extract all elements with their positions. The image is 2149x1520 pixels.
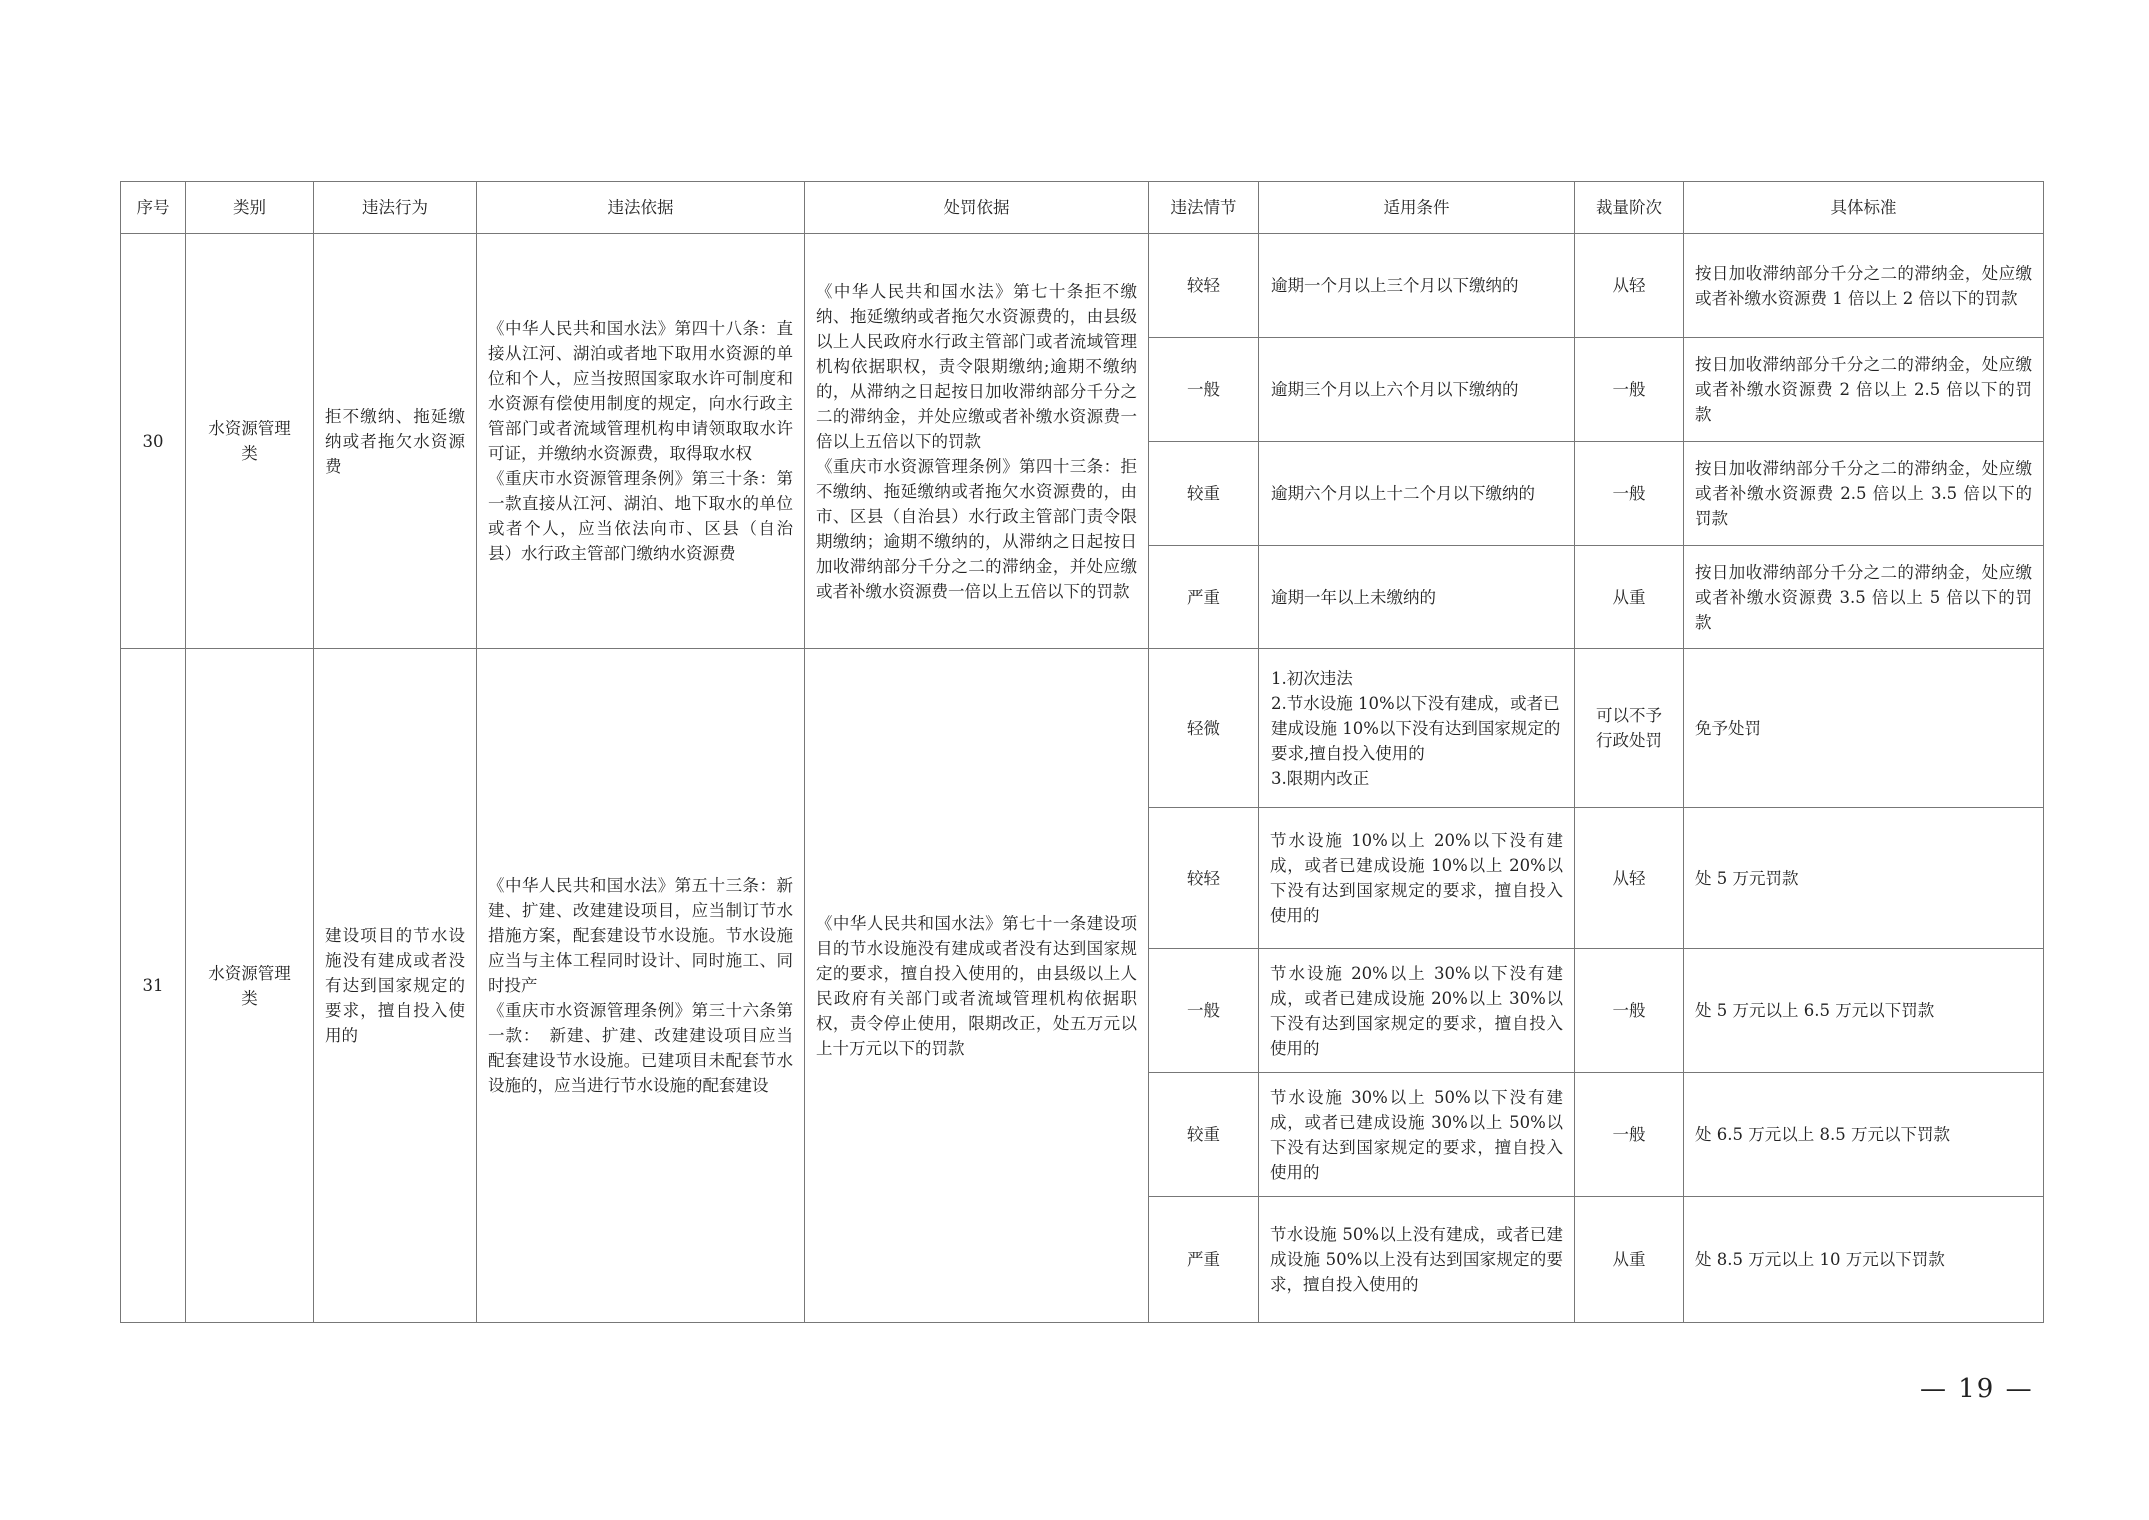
standard-cell: 免予处罚 — [1684, 649, 2044, 808]
condition-cell: 节水设施 30%以上 50%以下没有建成，或者已建成设施 30%以上 50%以下没有达到国家规定的要求，擅自投入使用的 — [1259, 1073, 1575, 1197]
header-row — [121, 182, 2044, 234]
header-category: 类别 — [186, 182, 314, 234]
header-severity: 违法情节 — [1149, 182, 1259, 234]
condition-cell: 节水设施 20%以上 30%以下没有建成，或者已建成设施 20%以上 30%以下没有达到国家规定的要求，擅自投入使用的 — [1259, 949, 1575, 1073]
tier-cell: 可以不予行政处罚 — [1575, 649, 1684, 808]
penalty-standards-table — [120, 181, 2044, 1323]
standard-cell: 处 8.5 万元以上 10 万元以下罚款 — [1684, 1197, 2044, 1323]
tier-cell: 从轻 — [1575, 234, 1684, 338]
row-category: 水资源管理类 — [186, 234, 314, 649]
tier-cell: 一般 — [1575, 442, 1684, 546]
condition-cell: 逾期一年以上未缴纳的 — [1259, 546, 1575, 649]
table-row — [121, 649, 2044, 808]
severity-cell: 严重 — [1149, 546, 1259, 649]
tier-cell: 一般 — [1575, 949, 1684, 1073]
severity-cell: 一般 — [1149, 338, 1259, 442]
tier-cell: 从重 — [1575, 1197, 1684, 1323]
severity-cell: 较轻 — [1149, 808, 1259, 949]
severity-cell: 较重 — [1149, 442, 1259, 546]
severity-cell: 一般 — [1149, 949, 1259, 1073]
header-basis: 违法依据 — [477, 182, 805, 234]
standard-cell: 处 6.5 万元以上 8.5 万元以下罚款 — [1684, 1073, 2044, 1197]
header-tier: 裁量阶次 — [1575, 182, 1684, 234]
row-penalty: 《中华人民共和国水法》第七十一条建设项目的节水设施没有建成或者没有达到国家规定的要求，擅自投入使用的，由县级以上人民政府有关部门或者流域管理机构依据职权，责令停止使用，限期改正，处五万元以上十万元以下的罚款 — [805, 649, 1149, 1323]
condition-cell: 逾期六个月以上十二个月以下缴纳的 — [1259, 442, 1575, 546]
tier-cell: 一般 — [1575, 338, 1684, 442]
row-behavior: 建设项目的节水设施没有建成或者没有达到国家规定的要求，擅自投入使用的 — [314, 649, 477, 1323]
condition-cell: 节水设施 50%以上没有建成，或者已建成设施 50%以上没有达到国家规定的要求，擅自投入使用的 — [1259, 1197, 1575, 1323]
page-number: — 19 — — [1920, 1374, 2034, 1404]
standard-cell: 按日加收滞纳部分千分之二的滞纳金，处应缴或者补缴水资源费 1 倍以上 2 倍以下的罚款 — [1684, 234, 2044, 338]
tier-cell: 从重 — [1575, 546, 1684, 649]
tier-cell: 从轻 — [1575, 808, 1684, 949]
header-behavior: 违法行为 — [314, 182, 477, 234]
severity-cell: 严重 — [1149, 1197, 1259, 1323]
table-row — [121, 234, 2044, 338]
header-condition: 适用条件 — [1259, 182, 1575, 234]
standard-cell: 按日加收滞纳部分千分之二的滞纳金，处应缴或者补缴水资源费 2.5 倍以上 3.5 倍以下的罚款 — [1684, 442, 2044, 546]
standard-cell: 处 5 万元罚款 — [1684, 808, 2044, 949]
header-standard: 具体标准 — [1684, 182, 2044, 234]
condition-cell: 逾期三个月以上六个月以下缴纳的 — [1259, 338, 1575, 442]
row-basis: 《中华人民共和国水法》第四十八条：直接从江河、湖泊或者地下取用水资源的单位和个人，应当按照国家取水许可制度和水资源有偿使用制度的规定，向水行政主管部门或者流域管理机构申请领取取水许可证，并缴纳水资源费，取得取水权 《重庆市水资源管理条例》第三十条：第一款直接从江河、湖泊、地下取水的单位或者个人，应当依法向市、区县（自治县）水行政主管部门缴纳水资源费 — [477, 234, 805, 649]
row-penalty: 《中华人民共和国水法》第七十条拒不缴纳、拖延缴纳或者拖欠水资源费的，由县级以上人民政府水行政主管部门或者流域管理机构依据职权，责令限期缴纳;逾期不缴纳的，从滞纳之日起按日加收滞纳部分千分之二的滞纳金，并处应缴或者补缴水资源费一倍以上五倍以下的罚款 《重庆市水资源管理条例》第四十三条：拒不缴纳、拖延缴纳或者拖欠水资源费的，由市、区县（自治县）水行政主管部门责令限期缴纳；逾期不缴纳的，从滞纳之日起按日加收滞纳部分千分之二的滞纳金，并处应缴或者补缴水资源费一倍以上五倍以下的罚款 — [805, 234, 1149, 649]
standard-cell: 按日加收滞纳部分千分之二的滞纳金，处应缴或者补缴水资源费 3.5 倍以上 5 倍以下的罚款 — [1684, 546, 2044, 649]
row-basis: 《中华人民共和国水法》第五十三条：新建、扩建、改建建设项目，应当制订节水措施方案，配套建设节水设施。节水设施应当与主体工程同时设计、同时施工、同时投产 《重庆市水资源管理条例》第三十六条第一款： 新建、扩建、改建建设项目应当配套建设节水设施。已建项目未配套节水设施的，应当进行节水设施的配套建设 — [477, 649, 805, 1323]
condition-cell: 节水设施 10%以上 20%以下没有建成，或者已建成设施 10%以上 20%以下没有达到国家规定的要求，擅自投入使用的 — [1259, 808, 1575, 949]
row-behavior: 拒不缴纳、拖延缴纳或者拖欠水资源费 — [314, 234, 477, 649]
row-category: 水资源管理类 — [186, 649, 314, 1323]
header-penalty: 处罚依据 — [805, 182, 1149, 234]
condition-cell: 1.初次违法 2.节水设施 10%以下没有建成，或者已建成设施 10%以下没有达到国家规定的要求,擅自投入使用的 3.限期内改正 — [1259, 649, 1575, 808]
row-number: 31 — [121, 649, 186, 1323]
severity-cell: 轻微 — [1149, 649, 1259, 808]
row-number: 30 — [121, 234, 186, 649]
header-no: 序号 — [121, 182, 186, 234]
severity-cell: 较重 — [1149, 1073, 1259, 1197]
tier-cell: 一般 — [1575, 1073, 1684, 1197]
condition-cell: 逾期一个月以上三个月以下缴纳的 — [1259, 234, 1575, 338]
severity-cell: 较轻 — [1149, 234, 1259, 338]
standard-cell: 处 5 万元以上 6.5 万元以下罚款 — [1684, 949, 2044, 1073]
standard-cell: 按日加收滞纳部分千分之二的滞纳金，处应缴或者补缴水资源费 2 倍以上 2.5 倍以下的罚款 — [1684, 338, 2044, 442]
